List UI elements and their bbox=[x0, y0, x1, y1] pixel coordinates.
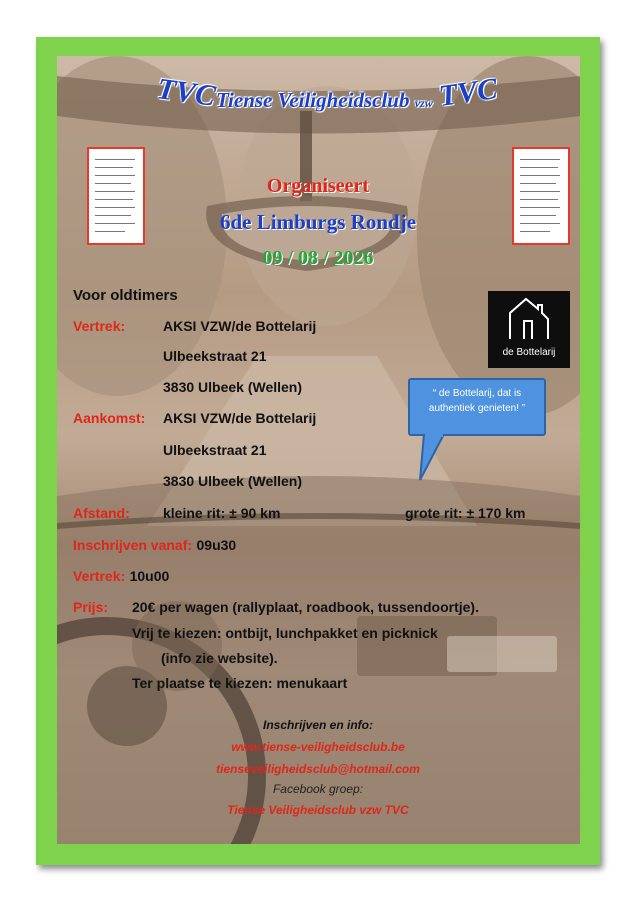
vertrek-tijd-value: 10u00 bbox=[129, 568, 170, 584]
headline-event-name: 6de Limburgs Rondje bbox=[219, 210, 417, 234]
aankomst-line2: Ulbeekstraat 21 bbox=[163, 442, 267, 458]
section-title: Voor oldtimers bbox=[73, 287, 178, 304]
club-name bbox=[216, 88, 433, 113]
bottelarij-logo bbox=[488, 291, 570, 368]
headline-date: 09 / 08 / 2026 bbox=[262, 247, 374, 269]
quote-bubble bbox=[408, 378, 546, 436]
footer-email-link[interactable]: tienseveiligheidsclub@hotmail.com bbox=[216, 762, 420, 776]
inschrijven-row bbox=[73, 537, 236, 555]
afstand-long: grote rit: ± 170 km bbox=[405, 505, 526, 521]
house-icon bbox=[488, 291, 570, 351]
footer-facebook-name[interactable]: Tiense Veiligheidsclub vzw TVC bbox=[227, 803, 409, 817]
prijs-line1: 20€ per wagen (rallyplaat, roadbook, tussendoortje). bbox=[132, 599, 479, 615]
tvc-left-logo: TVC bbox=[155, 72, 218, 113]
aankomst-line1: AKSI VZW/de Bottelarij bbox=[163, 410, 317, 426]
vertrek-line3: 3830 Ulbeek (Wellen) bbox=[163, 379, 303, 395]
prijs-line2: Vrij te kiezen: ontbijt, lunchpakket en picknick bbox=[132, 625, 438, 641]
quote-line1: “ de Bottelarij, dat is bbox=[432, 388, 522, 399]
afstand-short: kleine rit: ± 90 km bbox=[163, 505, 281, 521]
headline-organiseert: Organiseert bbox=[266, 175, 370, 197]
quote-line2: authentiek genieten! ” bbox=[428, 403, 526, 414]
logo-text: de Bottelarij bbox=[502, 347, 556, 358]
prijs-line4: Ter plaatse te kiezen: menukaart bbox=[132, 675, 348, 691]
afstand-label: Afstand: bbox=[73, 505, 130, 521]
footer-info-label: Inschrijven en info: bbox=[262, 718, 373, 732]
vertrek-tijd-label: Vertrek: bbox=[73, 568, 126, 584]
inschrijven-value: 09u30 bbox=[196, 537, 237, 553]
footer-facebook-label: Facebook groep: bbox=[272, 782, 364, 796]
inschrijven-label: Inschrijven vanaf: bbox=[73, 537, 193, 553]
footer-website-link[interactable]: www.tiense-veiligheidsclub.be bbox=[231, 740, 405, 754]
tvc-right-logo: TVC bbox=[436, 72, 500, 113]
club-suffix: vzw bbox=[414, 96, 433, 110]
club-name-text: Tiense Veiligheidsclub bbox=[216, 88, 410, 112]
aankomst-label: Aankomst: bbox=[73, 410, 146, 426]
quote-bubble-tail bbox=[418, 434, 458, 484]
vertrek-line2: Ulbeekstraat 21 bbox=[163, 348, 267, 364]
aankomst-line3: 3830 Ulbeek (Wellen) bbox=[163, 473, 303, 489]
prijs-label: Prijs: bbox=[73, 599, 109, 615]
vertrek-tijd-row bbox=[73, 568, 169, 586]
vertrek-label: Vertrek: bbox=[73, 318, 126, 334]
vertrek-line1: AKSI VZW/de Bottelarij bbox=[163, 318, 317, 334]
prijs-line3: (info zie website). bbox=[161, 650, 278, 666]
